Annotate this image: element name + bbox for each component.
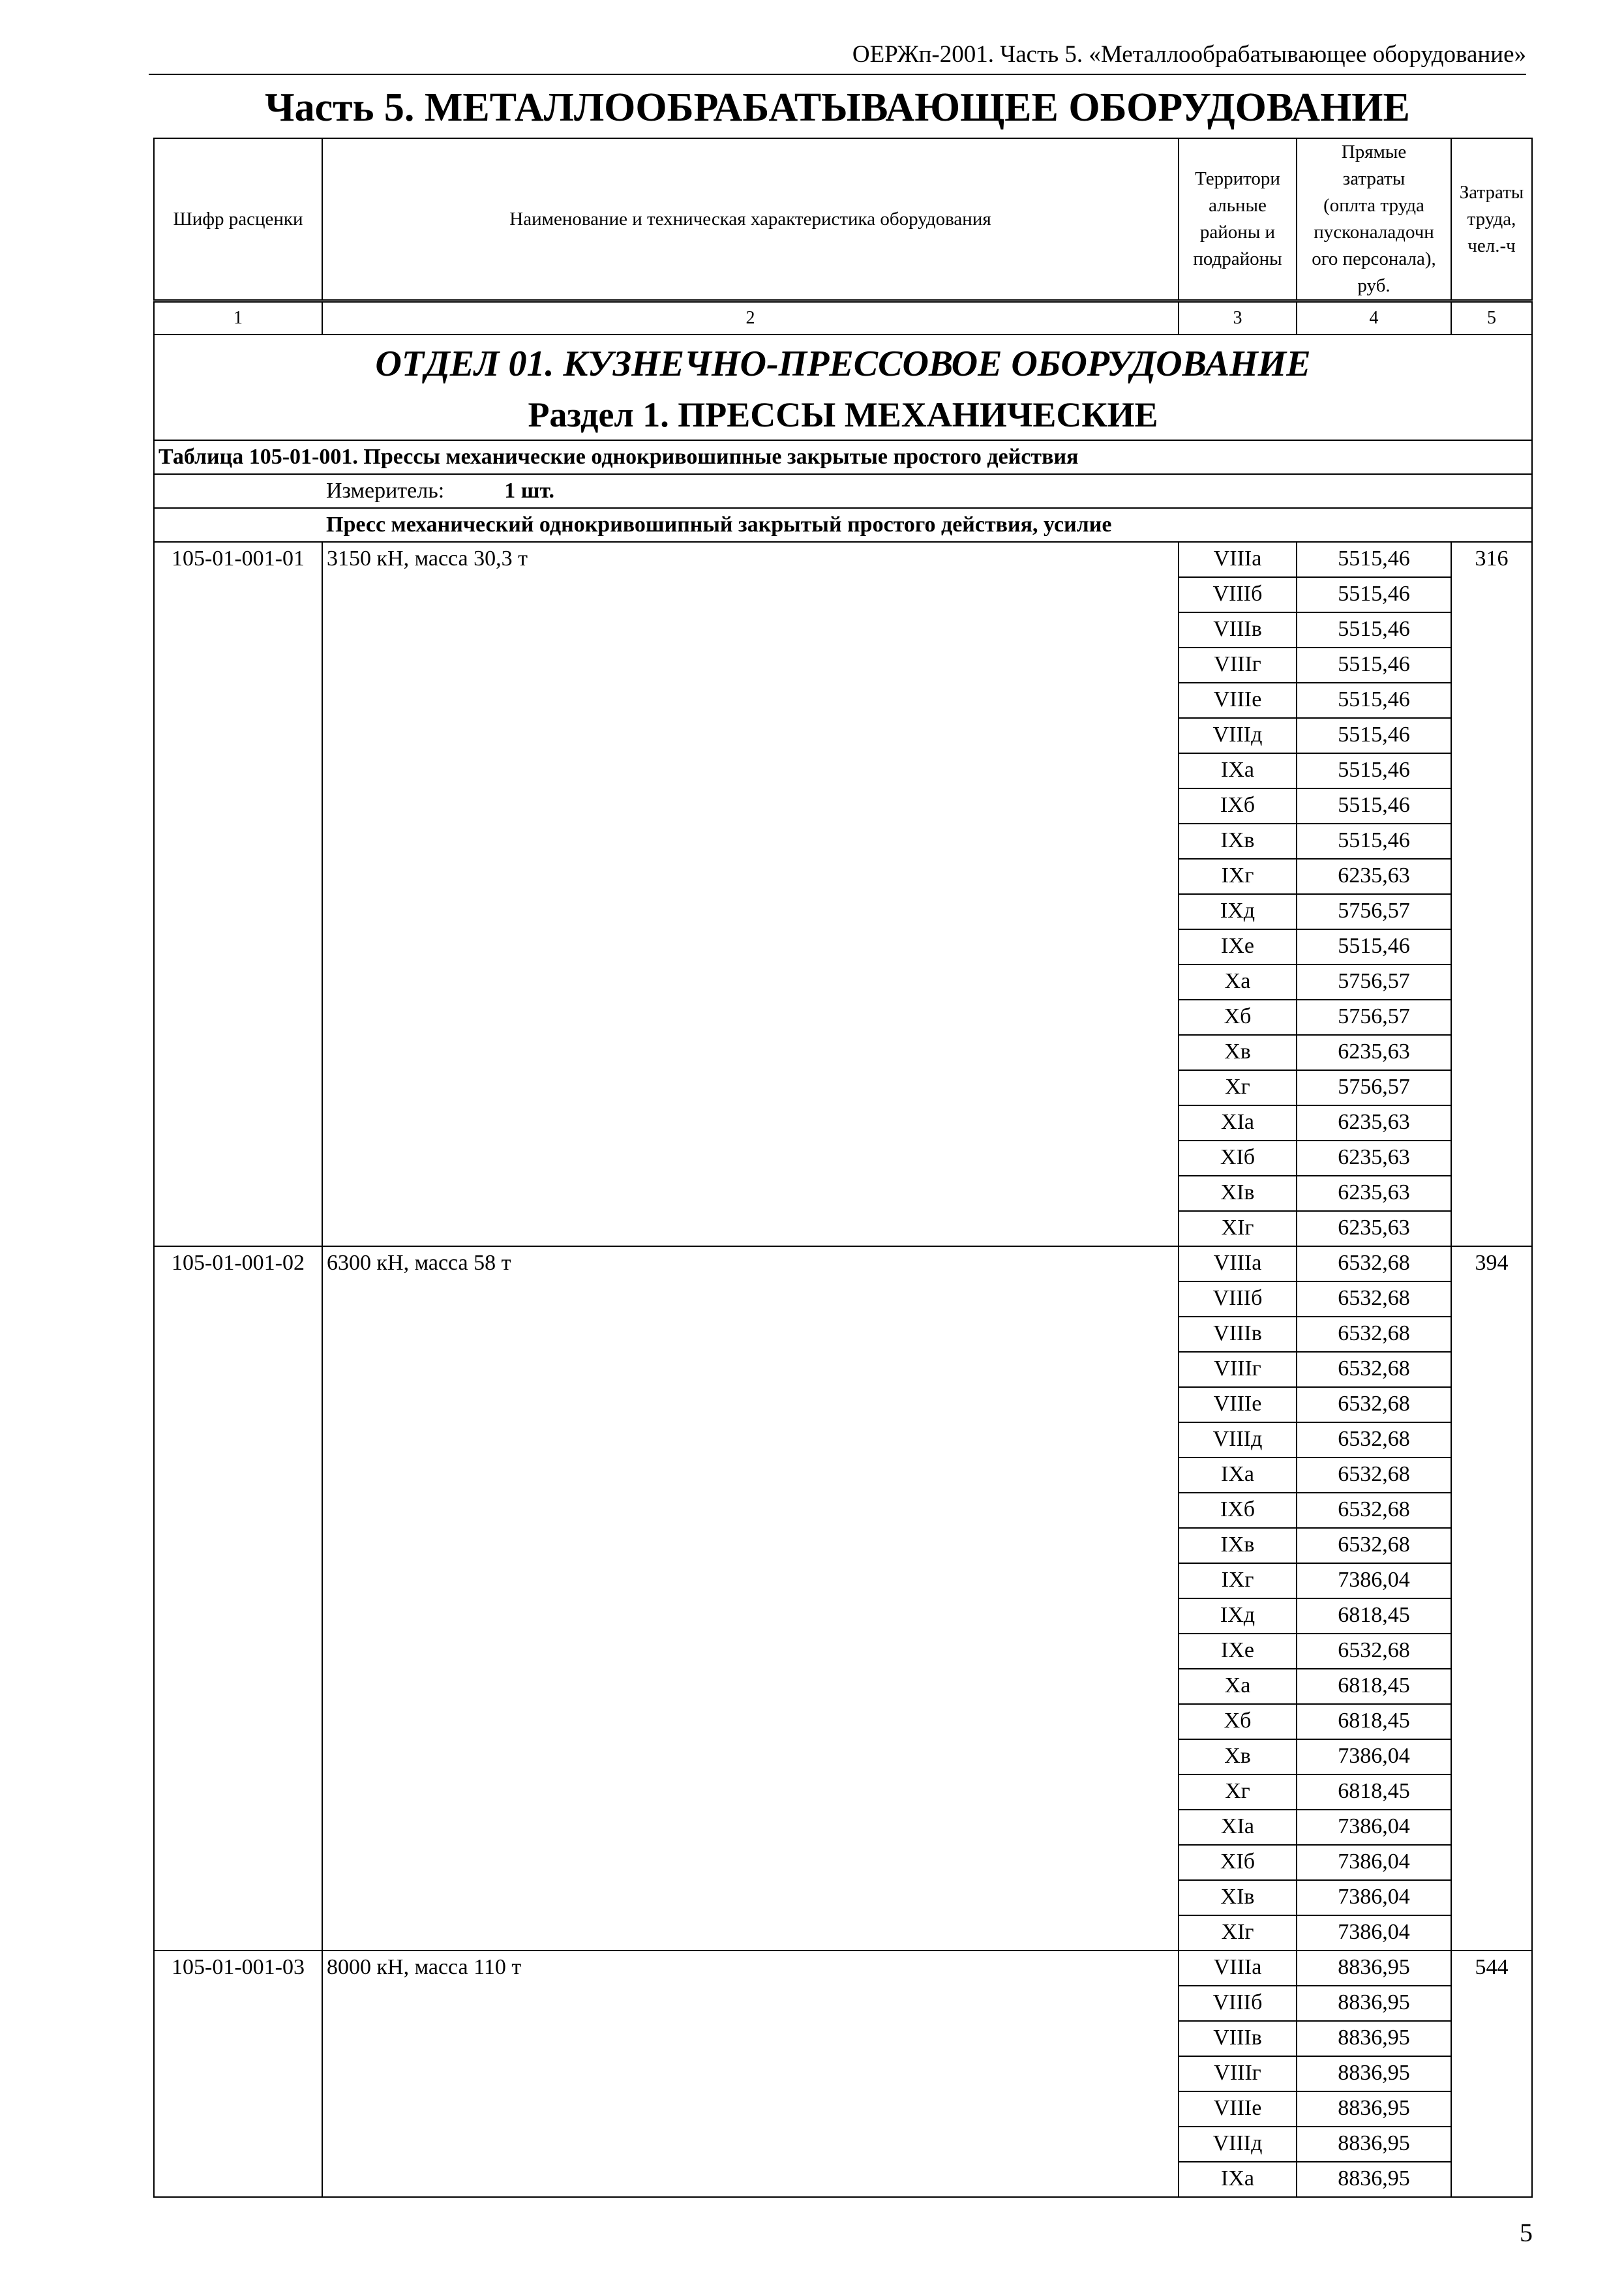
cost-cell: 5515,46 xyxy=(1297,577,1451,612)
cost-cell: 6818,45 xyxy=(1297,1669,1451,1704)
region-cell: VIIIг xyxy=(1179,2056,1297,2091)
region-cell: XIв xyxy=(1179,1880,1297,1915)
table-row xyxy=(154,1246,1532,1281)
cost-cell: 6235,63 xyxy=(1297,1211,1451,1246)
part-title: Часть 5. МЕТАЛЛООБРАБАТЫВАЮЩЕЕ ОБОРУДОВАНИЕ xyxy=(265,85,1410,130)
press-description: Пресс механический однокривошипный закрытый простого действия, усилие xyxy=(154,508,1532,542)
rates-table xyxy=(153,301,1533,2198)
cost-cell: 8836,95 xyxy=(1297,1986,1451,2021)
measure-value: 1 шт. xyxy=(504,479,555,503)
region-cell: IXа xyxy=(1179,2162,1297,2197)
cost-cell: 5515,46 xyxy=(1297,718,1451,753)
column-number: 4 xyxy=(1297,302,1451,335)
column-header-region xyxy=(1179,138,1297,300)
cost-cell: 8836,95 xyxy=(1297,2162,1451,2197)
region-cell: XIа xyxy=(1179,1810,1297,1845)
cost-cell: 5515,46 xyxy=(1297,788,1451,824)
measure-label: Измеритель: xyxy=(326,479,445,503)
cost-cell: 6532,68 xyxy=(1297,1422,1451,1458)
department-title: ОТДЕЛ 01. КУЗНЕЧНО-ПРЕССОВОЕ ОБОРУДОВАНИЕ xyxy=(375,344,1311,384)
column-number: 5 xyxy=(1451,302,1532,335)
cost-cell: 6532,68 xyxy=(1297,1246,1451,1281)
cost-cell: 6532,68 xyxy=(1297,1387,1451,1422)
cost-cell: 5756,57 xyxy=(1297,1070,1451,1105)
region-cell: XIб xyxy=(1179,1141,1297,1176)
region-cell: VIIIг xyxy=(1179,1352,1297,1387)
region-cell: IXг xyxy=(1179,859,1297,894)
column-header-region-line: альные xyxy=(1209,195,1267,216)
region-cell: VIIIа xyxy=(1179,1246,1297,1281)
region-cell: XIа xyxy=(1179,1105,1297,1141)
region-cell: IXб xyxy=(1179,1493,1297,1528)
column-header-name: Наименование и техническая характеристика оборудования xyxy=(322,138,1179,300)
labor-cell: 544 xyxy=(1451,1951,1532,2197)
cost-cell: 5515,46 xyxy=(1297,612,1451,648)
column-header-region-line: районы и xyxy=(1199,222,1276,243)
cost-cell: 6818,45 xyxy=(1297,1598,1451,1634)
table-row xyxy=(154,542,1532,577)
running-header: ОЕРЖп-2001. Часть 5. «Металлообрабатывающее оборудование» xyxy=(852,41,1526,68)
cost-cell: 8836,95 xyxy=(1297,2056,1451,2091)
cost-cell: 7386,04 xyxy=(1297,1563,1451,1598)
cost-cell: 5756,57 xyxy=(1297,965,1451,1000)
region-cell: Xг xyxy=(1179,1070,1297,1105)
region-cell: XIг xyxy=(1179,1915,1297,1951)
cost-cell: 5756,57 xyxy=(1297,894,1451,929)
cost-cell: 8836,95 xyxy=(1297,2021,1451,2056)
column-header-table xyxy=(153,138,1533,301)
column-header-cost-line: Прямые xyxy=(1341,142,1407,162)
labor-cell: 316 xyxy=(1451,542,1532,1246)
region-cell: IXе xyxy=(1179,1634,1297,1669)
region-cell: IXа xyxy=(1179,1458,1297,1493)
cost-cell: 6235,63 xyxy=(1297,1141,1451,1176)
region-cell: IXг xyxy=(1179,1563,1297,1598)
region-cell: VIIIа xyxy=(1179,1951,1297,1986)
press-description-row xyxy=(154,508,1532,542)
region-cell: Xг xyxy=(1179,1774,1297,1810)
region-cell: IXд xyxy=(1179,894,1297,929)
cost-cell: 6532,68 xyxy=(1297,1281,1451,1317)
cost-cell: 7386,04 xyxy=(1297,1810,1451,1845)
cost-cell: 5515,46 xyxy=(1297,824,1451,859)
column-header-labor xyxy=(1451,138,1532,300)
column-header-code: Шифр расценки xyxy=(154,138,322,300)
column-header-labor-line: чел.-ч xyxy=(1467,235,1516,256)
column-header-cost-line: пусконаладочн xyxy=(1314,222,1434,243)
cost-cell: 6532,68 xyxy=(1297,1458,1451,1493)
cost-cell: 7386,04 xyxy=(1297,1845,1451,1880)
region-cell: IXе xyxy=(1179,929,1297,965)
region-cell: IXд xyxy=(1179,1598,1297,1634)
region-cell: Xа xyxy=(1179,965,1297,1000)
region-cell: XIг xyxy=(1179,1211,1297,1246)
cost-cell: 5756,57 xyxy=(1297,1000,1451,1035)
cost-cell: 6818,45 xyxy=(1297,1704,1451,1739)
region-cell: VIIIд xyxy=(1179,718,1297,753)
column-header-labor-line: труда, xyxy=(1467,208,1516,230)
region-cell: Xб xyxy=(1179,1000,1297,1035)
labor-cell: 394 xyxy=(1451,1246,1532,1951)
region-cell: IXа xyxy=(1179,753,1297,788)
cost-cell: 5515,46 xyxy=(1297,542,1451,577)
region-cell: IXб xyxy=(1179,788,1297,824)
region-cell: VIIIе xyxy=(1179,683,1297,718)
table-row xyxy=(154,1951,1532,1986)
cost-cell: 8836,95 xyxy=(1297,1951,1451,1986)
region-cell: VIIIа xyxy=(1179,542,1297,577)
cost-cell: 6235,63 xyxy=(1297,1105,1451,1141)
equipment-description: 6300 кН, масса 58 т xyxy=(322,1246,1179,1951)
rate-code: 105-01-001-03 xyxy=(154,1951,322,2197)
cost-cell: 7386,04 xyxy=(1297,1739,1451,1774)
region-cell: VIIIб xyxy=(1179,1281,1297,1317)
cost-cell: 6235,63 xyxy=(1297,859,1451,894)
region-cell: Xв xyxy=(1179,1035,1297,1070)
section-title: Раздел 1. ПРЕССЫ МЕХАНИЧЕСКИЕ xyxy=(528,395,1158,434)
region-cell: XIб xyxy=(1179,1845,1297,1880)
cost-cell: 7386,04 xyxy=(1297,1880,1451,1915)
department-row xyxy=(154,335,1532,440)
cost-cell: 6532,68 xyxy=(1297,1352,1451,1387)
column-number: 3 xyxy=(1179,302,1297,335)
column-number-row xyxy=(154,302,1532,335)
region-cell: VIIIв xyxy=(1179,1317,1297,1352)
region-cell: XIв xyxy=(1179,1176,1297,1211)
cost-cell: 5515,46 xyxy=(1297,753,1451,788)
measure-row xyxy=(154,474,1532,508)
column-header-labor-line: Затраты xyxy=(1459,181,1524,203)
equipment-description: 8000 кН, масса 110 т xyxy=(322,1951,1179,2197)
column-header-cost-line: затраты xyxy=(1342,168,1406,189)
cost-cell: 8836,95 xyxy=(1297,2091,1451,2127)
cost-cell: 5515,46 xyxy=(1297,683,1451,718)
region-cell: VIIIд xyxy=(1179,1422,1297,1458)
region-cell: VIIIб xyxy=(1179,577,1297,612)
cost-cell: 6532,68 xyxy=(1297,1317,1451,1352)
page-number: 5 xyxy=(1520,2218,1533,2247)
column-header-cost-line: (оплта труда xyxy=(1323,195,1424,216)
cost-cell: 6532,68 xyxy=(1297,1528,1451,1563)
column-header-region-line: подрайоны xyxy=(1193,248,1282,269)
column-header-region-line: Территори xyxy=(1195,168,1280,189)
rate-code: 105-01-001-01 xyxy=(154,542,322,1246)
region-cell: VIIIд xyxy=(1179,2127,1297,2162)
rate-code: 105-01-001-02 xyxy=(154,1246,322,1951)
column-header-cost-line: ого персонала), xyxy=(1312,248,1436,269)
cost-cell: 6532,68 xyxy=(1297,1493,1451,1528)
region-cell: Xв xyxy=(1179,1739,1297,1774)
equipment-description: 3150 кН, масса 30,3 т xyxy=(322,542,1179,1246)
region-cell: VIIIв xyxy=(1179,2021,1297,2056)
region-cell: VIIIе xyxy=(1179,1387,1297,1422)
region-cell: VIIIв xyxy=(1179,612,1297,648)
cost-cell: 5515,46 xyxy=(1297,648,1451,683)
region-cell: IXв xyxy=(1179,824,1297,859)
column-number: 1 xyxy=(154,302,322,335)
region-cell: Xб xyxy=(1179,1704,1297,1739)
cost-cell: 6235,63 xyxy=(1297,1035,1451,1070)
cost-cell: 8836,95 xyxy=(1297,2127,1451,2162)
header-rule xyxy=(149,74,1526,75)
column-header-cost-line: руб. xyxy=(1357,275,1391,296)
column-header-cost xyxy=(1297,138,1451,300)
cost-cell: 6532,68 xyxy=(1297,1634,1451,1669)
table-title: Таблица 105-01-001. Прессы механические однокривошипные закрытые простого действия xyxy=(154,440,1532,474)
table-title-row xyxy=(154,440,1532,474)
region-cell: IXв xyxy=(1179,1528,1297,1563)
region-cell: VIIIе xyxy=(1179,2091,1297,2127)
cost-cell: 7386,04 xyxy=(1297,1915,1451,1951)
region-cell: Xа xyxy=(1179,1669,1297,1704)
region-cell: VIIIб xyxy=(1179,1986,1297,2021)
region-cell: VIIIг xyxy=(1179,648,1297,683)
column-number: 2 xyxy=(322,302,1179,335)
cost-cell: 6818,45 xyxy=(1297,1774,1451,1810)
cost-cell: 5515,46 xyxy=(1297,929,1451,965)
cost-cell: 6235,63 xyxy=(1297,1176,1451,1211)
